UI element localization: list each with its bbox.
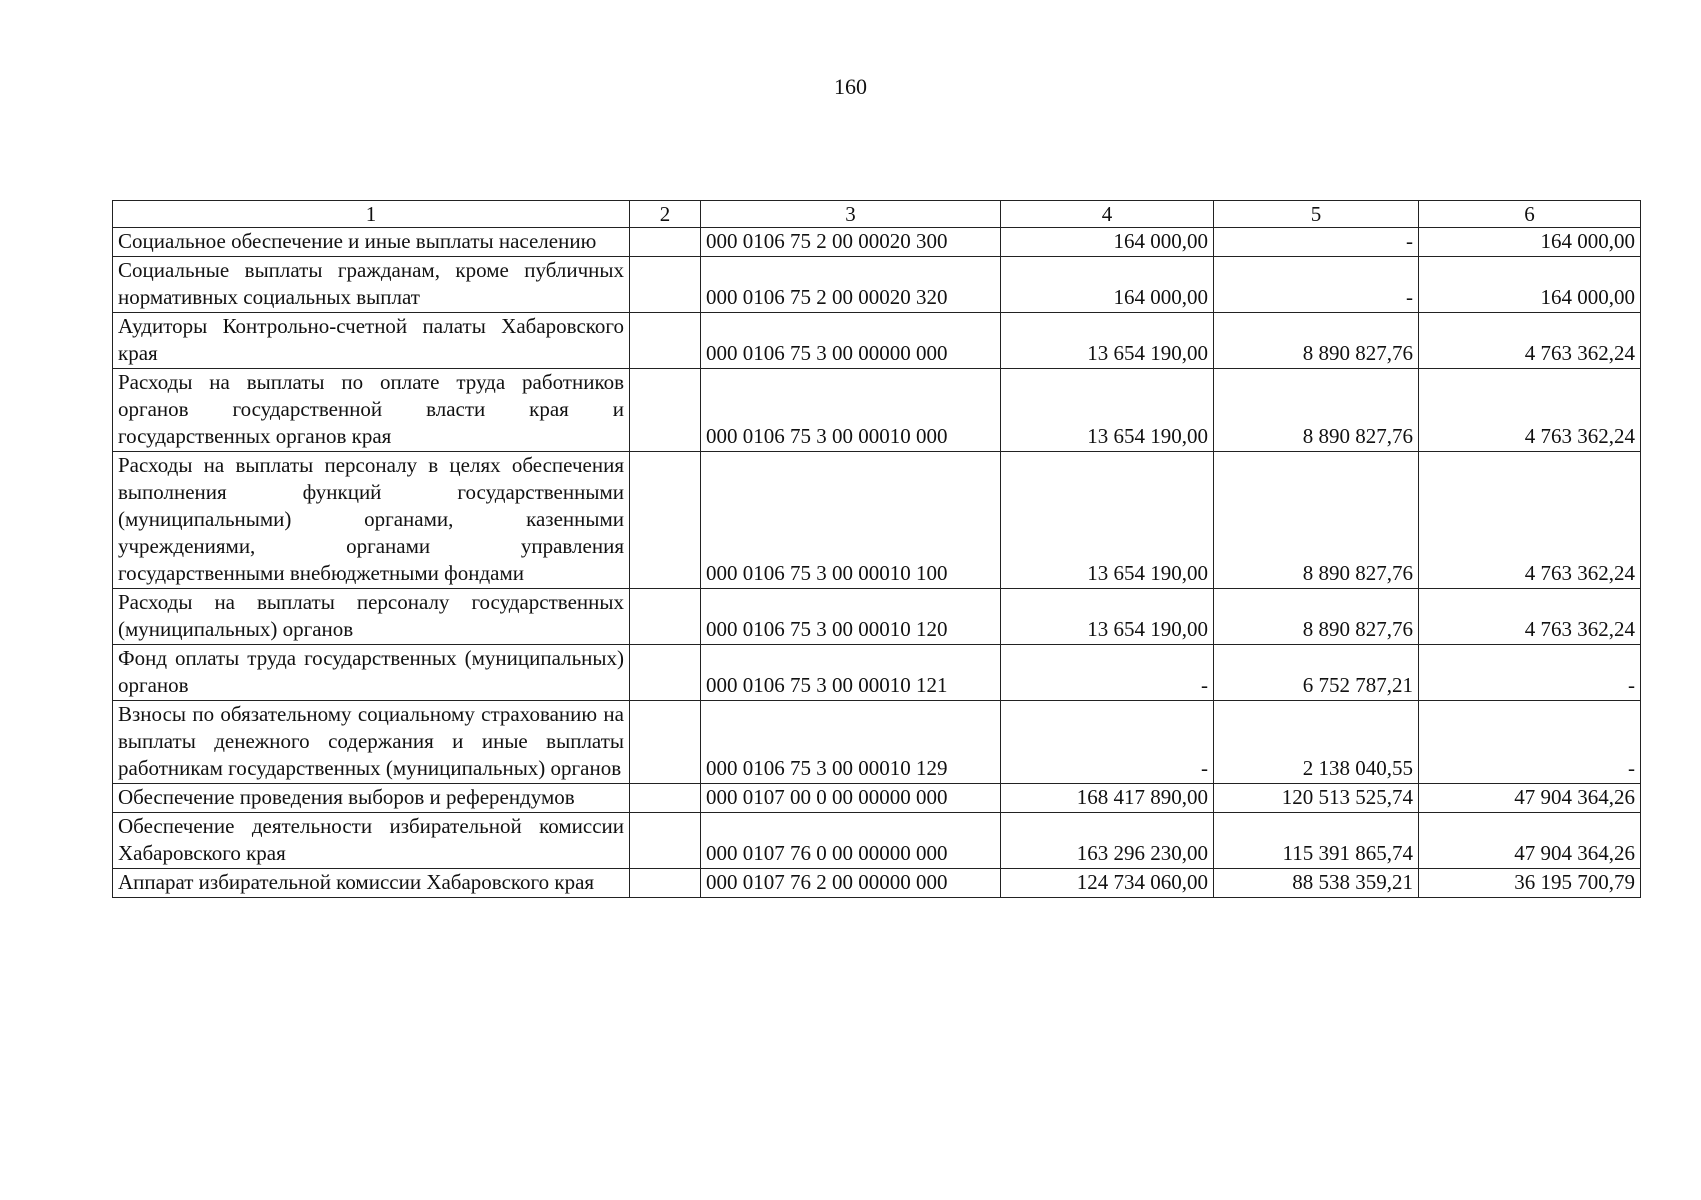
column-header: 3 <box>701 201 1001 228</box>
row-col6: 4 763 362,24 <box>1419 452 1641 589</box>
row-name: Социальные выплаты гражданам, кроме публичных нормативных социальных выплат <box>113 257 630 313</box>
row-code: 000 0106 75 3 00 00010 100 <box>701 452 1001 589</box>
row-name: Расходы на выплаты по оплате труда работников органов государственной власти края и государственных органов края <box>113 369 630 452</box>
table-row <box>113 869 1641 898</box>
column-header: 6 <box>1419 201 1641 228</box>
row-col6: 47 904 364,26 <box>1419 784 1641 813</box>
row-col4: 164 000,00 <box>1001 257 1214 313</box>
table-row <box>113 369 1641 452</box>
row-col2 <box>630 645 701 701</box>
row-name: Социальное обеспечение и иные выплаты населению <box>113 228 630 257</box>
row-col5: 8 890 827,76 <box>1214 369 1419 452</box>
row-col4: 163 296 230,00 <box>1001 813 1214 869</box>
row-col6: 164 000,00 <box>1419 257 1641 313</box>
row-col2 <box>630 701 701 784</box>
column-header: 4 <box>1001 201 1214 228</box>
row-code: 000 0107 76 0 00 00000 000 <box>701 813 1001 869</box>
row-name: Расходы на выплаты персоналу в целях обеспечения выполнения функций государственными (муниципальными) органами, казенными учреждениями, органами управления государственными внебюджетными фондами <box>113 452 630 589</box>
row-name: Обеспечение проведения выборов и референдумов <box>113 784 630 813</box>
column-header: 5 <box>1214 201 1419 228</box>
row-col6: 4 763 362,24 <box>1419 589 1641 645</box>
table-row <box>113 257 1641 313</box>
row-col5: 8 890 827,76 <box>1214 452 1419 589</box>
table-row <box>113 452 1641 589</box>
row-col4: - <box>1001 645 1214 701</box>
row-col4: - <box>1001 701 1214 784</box>
table-row <box>113 784 1641 813</box>
row-col5: 8 890 827,76 <box>1214 589 1419 645</box>
row-col5: 2 138 040,55 <box>1214 701 1419 784</box>
row-col5: 6 752 787,21 <box>1214 645 1419 701</box>
row-col5: 115 391 865,74 <box>1214 813 1419 869</box>
header-row <box>113 201 1641 228</box>
row-code: 000 0106 75 3 00 00010 121 <box>701 645 1001 701</box>
budget-table <box>112 200 1641 898</box>
row-col6: 4 763 362,24 <box>1419 313 1641 369</box>
row-col5: 120 513 525,74 <box>1214 784 1419 813</box>
row-code: 000 0106 75 3 00 00000 000 <box>701 313 1001 369</box>
row-col2 <box>630 313 701 369</box>
row-col6: 4 763 362,24 <box>1419 369 1641 452</box>
table-row <box>113 589 1641 645</box>
row-col4: 13 654 190,00 <box>1001 369 1214 452</box>
row-col6: - <box>1419 645 1641 701</box>
row-name: Обеспечение деятельности избирательной комиссии Хабаровского края <box>113 813 630 869</box>
row-col4: 168 417 890,00 <box>1001 784 1214 813</box>
row-name: Расходы на выплаты персоналу государственных (муниципальных) органов <box>113 589 630 645</box>
row-name: Фонд оплаты труда государственных (муниципальных) органов <box>113 645 630 701</box>
row-col2 <box>630 589 701 645</box>
row-col5: - <box>1214 228 1419 257</box>
row-col5: - <box>1214 257 1419 313</box>
row-col4: 164 000,00 <box>1001 228 1214 257</box>
row-name: Аудиторы Контрольно-счетной палаты Хабаровского края <box>113 313 630 369</box>
table-row <box>113 645 1641 701</box>
row-code: 000 0106 75 3 00 00010 129 <box>701 701 1001 784</box>
column-header: 1 <box>113 201 630 228</box>
table-row <box>113 228 1641 257</box>
row-col2 <box>630 813 701 869</box>
row-col5: 8 890 827,76 <box>1214 313 1419 369</box>
row-col2 <box>630 228 701 257</box>
row-col2 <box>630 452 701 589</box>
table-row <box>113 813 1641 869</box>
column-header: 2 <box>630 201 701 228</box>
row-code: 000 0107 76 2 00 00000 000 <box>701 869 1001 898</box>
row-col6: - <box>1419 701 1641 784</box>
row-code: 000 0106 75 3 00 00010 120 <box>701 589 1001 645</box>
row-col4: 13 654 190,00 <box>1001 452 1214 589</box>
row-code: 000 0107 00 0 00 00000 000 <box>701 784 1001 813</box>
table-row <box>113 313 1641 369</box>
row-col2 <box>630 257 701 313</box>
row-col6: 36 195 700,79 <box>1419 869 1641 898</box>
row-col2 <box>630 369 701 452</box>
row-code: 000 0106 75 3 00 00010 000 <box>701 369 1001 452</box>
row-col4: 124 734 060,00 <box>1001 869 1214 898</box>
row-col6: 164 000,00 <box>1419 228 1641 257</box>
row-col2 <box>630 869 701 898</box>
row-col4: 13 654 190,00 <box>1001 313 1214 369</box>
row-col6: 47 904 364,26 <box>1419 813 1641 869</box>
row-col5: 88 538 359,21 <box>1214 869 1419 898</box>
row-name: Аппарат избирательной комиссии Хабаровского края <box>113 869 630 898</box>
page-number: 160 <box>834 74 867 99</box>
row-col4: 13 654 190,00 <box>1001 589 1214 645</box>
table-row <box>113 701 1641 784</box>
row-code: 000 0106 75 2 00 00020 320 <box>701 257 1001 313</box>
row-code: 000 0106 75 2 00 00020 300 <box>701 228 1001 257</box>
row-name: Взносы по обязательному социальному страхованию на выплаты денежного содержания и иные выплаты работникам государственных (муниципальных) органов <box>113 701 630 784</box>
row-col2 <box>630 784 701 813</box>
